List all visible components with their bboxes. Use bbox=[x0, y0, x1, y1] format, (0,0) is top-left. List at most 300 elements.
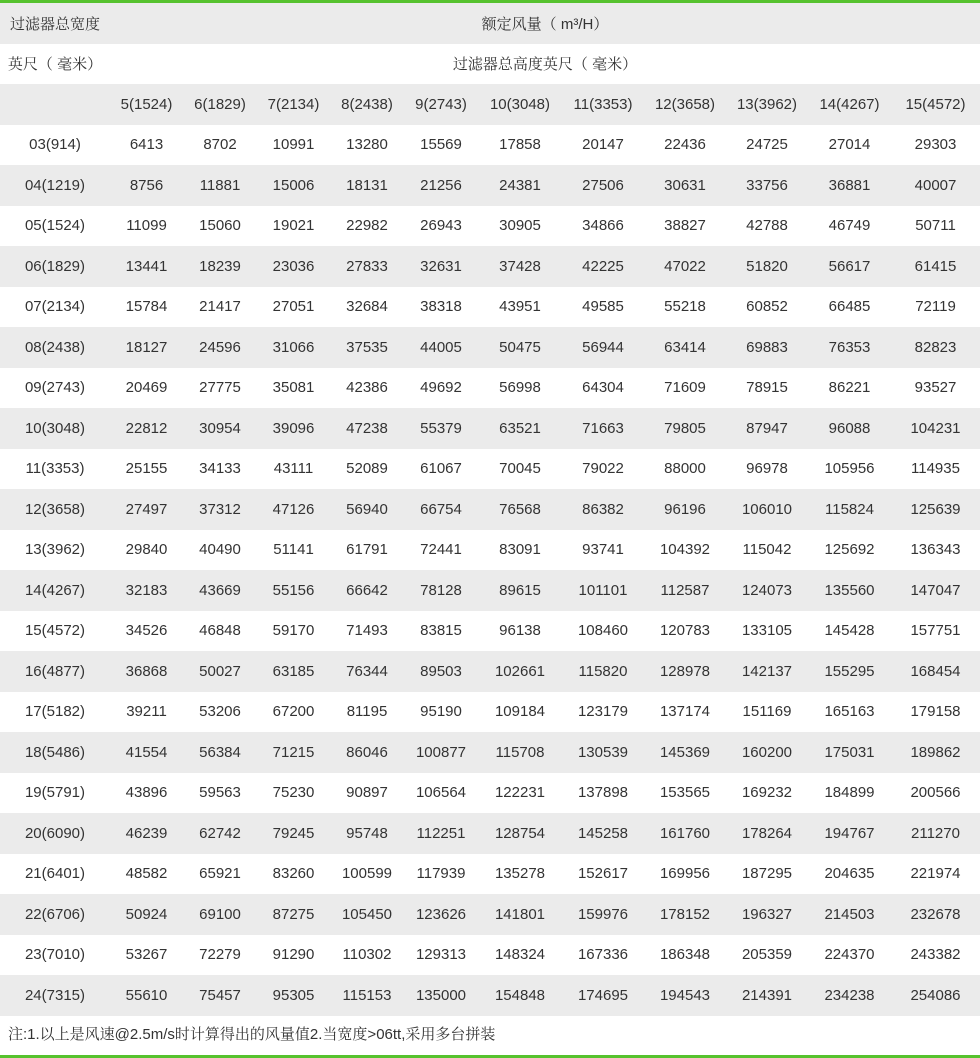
table-cell: 63185 bbox=[257, 651, 330, 692]
table-cell: 104231 bbox=[891, 408, 980, 449]
table-cell: 50924 bbox=[110, 894, 183, 935]
table-cell: 63414 bbox=[644, 327, 726, 368]
row-label: 04(1219) bbox=[0, 165, 110, 206]
airflow-title: 额定风量（ m³/H） bbox=[110, 3, 980, 44]
table-cell: 200566 bbox=[891, 773, 980, 814]
table-cell: 17858 bbox=[478, 125, 562, 166]
table-cell: 32183 bbox=[110, 570, 183, 611]
table-cell: 11099 bbox=[110, 206, 183, 247]
table-cell: 214391 bbox=[726, 975, 808, 1016]
table-cell: 142137 bbox=[726, 651, 808, 692]
table-cell: 122231 bbox=[478, 773, 562, 814]
table-cell: 55610 bbox=[110, 975, 183, 1016]
table-cell: 115820 bbox=[562, 651, 644, 692]
table-cell: 86382 bbox=[562, 489, 644, 530]
row-label: 10(3048) bbox=[0, 408, 110, 449]
table-cell: 194767 bbox=[808, 813, 891, 854]
table-cell: 40490 bbox=[183, 530, 257, 571]
table-cell: 75457 bbox=[183, 975, 257, 1016]
table-cell: 15006 bbox=[257, 165, 330, 206]
table-cell: 114935 bbox=[891, 449, 980, 490]
table-cell: 56384 bbox=[183, 732, 257, 773]
table-cell: 100877 bbox=[404, 732, 478, 773]
table-cell: 254086 bbox=[891, 975, 980, 1016]
table-cell: 154848 bbox=[478, 975, 562, 1016]
table-row bbox=[0, 894, 980, 935]
table-row bbox=[0, 570, 980, 611]
table-cell: 189862 bbox=[891, 732, 980, 773]
table-cell: 30905 bbox=[478, 206, 562, 247]
table-cell: 43896 bbox=[110, 773, 183, 814]
table-cell: 46749 bbox=[808, 206, 891, 247]
table-cell: 95190 bbox=[404, 692, 478, 733]
row-label: 14(4267) bbox=[0, 570, 110, 611]
table-cell: 83091 bbox=[478, 530, 562, 571]
row-label: 22(6706) bbox=[0, 894, 110, 935]
size-unit-label: 英尺（ 毫米） bbox=[0, 44, 110, 85]
table-cell: 110302 bbox=[330, 935, 404, 976]
table-cell: 157751 bbox=[891, 611, 980, 652]
table-cell: 66485 bbox=[808, 287, 891, 328]
table-cell: 43669 bbox=[183, 570, 257, 611]
table-row bbox=[0, 165, 980, 206]
table-cell: 46239 bbox=[110, 813, 183, 854]
table-row bbox=[0, 773, 980, 814]
table-cell: 48582 bbox=[110, 854, 183, 895]
table-cell: 151169 bbox=[726, 692, 808, 733]
table-cell: 147047 bbox=[891, 570, 980, 611]
table-cell: 88000 bbox=[644, 449, 726, 490]
table-row bbox=[0, 975, 980, 1016]
table-row bbox=[0, 530, 980, 571]
table-cell: 56940 bbox=[330, 489, 404, 530]
table-cell: 135000 bbox=[404, 975, 478, 1016]
table-row bbox=[0, 206, 980, 247]
table-cell: 105450 bbox=[330, 894, 404, 935]
column-header: 7(2134) bbox=[257, 84, 330, 125]
table-cell: 109184 bbox=[478, 692, 562, 733]
table-cell: 59170 bbox=[257, 611, 330, 652]
table-cell: 165163 bbox=[808, 692, 891, 733]
table-cell: 75230 bbox=[257, 773, 330, 814]
table-cell: 179158 bbox=[891, 692, 980, 733]
table-cell: 90897 bbox=[330, 773, 404, 814]
table-cell: 8756 bbox=[110, 165, 183, 206]
table-cell: 56617 bbox=[808, 246, 891, 287]
table-cell: 169232 bbox=[726, 773, 808, 814]
table-cell: 43951 bbox=[478, 287, 562, 328]
table-cell: 27497 bbox=[110, 489, 183, 530]
table-cell: 169956 bbox=[644, 854, 726, 895]
table-cell: 86046 bbox=[330, 732, 404, 773]
table-cell: 89615 bbox=[478, 570, 562, 611]
table-cell: 27506 bbox=[562, 165, 644, 206]
table-cell: 214503 bbox=[808, 894, 891, 935]
table-cell: 66754 bbox=[404, 489, 478, 530]
table-cell: 24381 bbox=[478, 165, 562, 206]
table-cell: 6413 bbox=[110, 125, 183, 166]
row-label: 06(1829) bbox=[0, 246, 110, 287]
table-cell: 152617 bbox=[562, 854, 644, 895]
height-title: 过滤器总高度英尺（ 毫米） bbox=[110, 44, 980, 85]
table-cell: 60852 bbox=[726, 287, 808, 328]
table-cell: 34526 bbox=[110, 611, 183, 652]
table-cell: 125639 bbox=[891, 489, 980, 530]
table-row bbox=[0, 287, 980, 328]
table-cell: 120783 bbox=[644, 611, 726, 652]
table-cell: 55379 bbox=[404, 408, 478, 449]
row-label: 23(7010) bbox=[0, 935, 110, 976]
column-header-row bbox=[0, 84, 980, 125]
table-cell: 196327 bbox=[726, 894, 808, 935]
table-cell: 63521 bbox=[478, 408, 562, 449]
table-cell: 79805 bbox=[644, 408, 726, 449]
table-cell: 168454 bbox=[891, 651, 980, 692]
table-row bbox=[0, 125, 980, 166]
table-cell: 128754 bbox=[478, 813, 562, 854]
table-row bbox=[0, 246, 980, 287]
row-label: 24(7315) bbox=[0, 975, 110, 1016]
table-row bbox=[0, 935, 980, 976]
table-cell: 32684 bbox=[330, 287, 404, 328]
column-header: 11(3353) bbox=[562, 84, 644, 125]
column-header: 12(3658) bbox=[644, 84, 726, 125]
table-cell: 35081 bbox=[257, 368, 330, 409]
table-cell: 221974 bbox=[891, 854, 980, 895]
row-label: 11(3353) bbox=[0, 449, 110, 490]
table-cell: 53267 bbox=[110, 935, 183, 976]
row-label: 07(2134) bbox=[0, 287, 110, 328]
table-cell: 155295 bbox=[808, 651, 891, 692]
table-cell: 194543 bbox=[644, 975, 726, 1016]
table-cell: 78915 bbox=[726, 368, 808, 409]
table-cell: 30954 bbox=[183, 408, 257, 449]
row-label: 05(1524) bbox=[0, 206, 110, 247]
table-cell: 129313 bbox=[404, 935, 478, 976]
table-cell: 30631 bbox=[644, 165, 726, 206]
table-cell: 106564 bbox=[404, 773, 478, 814]
table-cell: 83260 bbox=[257, 854, 330, 895]
table-cell: 10991 bbox=[257, 125, 330, 166]
table-cell: 96196 bbox=[644, 489, 726, 530]
header-row-title bbox=[0, 3, 980, 44]
table-cell: 61067 bbox=[404, 449, 478, 490]
table-cell: 71493 bbox=[330, 611, 404, 652]
table-cell: 145428 bbox=[808, 611, 891, 652]
table-cell: 18131 bbox=[330, 165, 404, 206]
table-cell: 100599 bbox=[330, 854, 404, 895]
table-cell: 101101 bbox=[562, 570, 644, 611]
table-cell: 133105 bbox=[726, 611, 808, 652]
table-cell: 51820 bbox=[726, 246, 808, 287]
table-cell: 117939 bbox=[404, 854, 478, 895]
table-cell: 34866 bbox=[562, 206, 644, 247]
column-header: 13(3962) bbox=[726, 84, 808, 125]
column-header: 6(1829) bbox=[183, 84, 257, 125]
table-cell: 65921 bbox=[183, 854, 257, 895]
table-cell: 59563 bbox=[183, 773, 257, 814]
table-cell: 41554 bbox=[110, 732, 183, 773]
table-row bbox=[0, 489, 980, 530]
table-cell: 25155 bbox=[110, 449, 183, 490]
table-cell: 51141 bbox=[257, 530, 330, 571]
table-cell: 161760 bbox=[644, 813, 726, 854]
table-cell: 96978 bbox=[726, 449, 808, 490]
table-row bbox=[0, 368, 980, 409]
table-cell: 8702 bbox=[183, 125, 257, 166]
table-cell: 56944 bbox=[562, 327, 644, 368]
table-cell: 78128 bbox=[404, 570, 478, 611]
table-row bbox=[0, 732, 980, 773]
table-cell: 37535 bbox=[330, 327, 404, 368]
table-cell: 71215 bbox=[257, 732, 330, 773]
table-cell: 204635 bbox=[808, 854, 891, 895]
table-cell: 96088 bbox=[808, 408, 891, 449]
table-row bbox=[0, 449, 980, 490]
table-cell: 52089 bbox=[330, 449, 404, 490]
row-label: 09(2743) bbox=[0, 368, 110, 409]
table-cell: 106010 bbox=[726, 489, 808, 530]
row-label: 20(6090) bbox=[0, 813, 110, 854]
table-cell: 55156 bbox=[257, 570, 330, 611]
table-cell: 22436 bbox=[644, 125, 726, 166]
table-cell: 31066 bbox=[257, 327, 330, 368]
row-label: 17(5182) bbox=[0, 692, 110, 733]
table-cell: 23036 bbox=[257, 246, 330, 287]
table-cell: 62742 bbox=[183, 813, 257, 854]
row-label: 18(5486) bbox=[0, 732, 110, 773]
table-cell: 232678 bbox=[891, 894, 980, 935]
table-cell: 184899 bbox=[808, 773, 891, 814]
table-cell: 13441 bbox=[110, 246, 183, 287]
table-cell: 15569 bbox=[404, 125, 478, 166]
table-cell: 153565 bbox=[644, 773, 726, 814]
table-cell: 66642 bbox=[330, 570, 404, 611]
corner-cell bbox=[0, 84, 110, 125]
row-label: 03(914) bbox=[0, 125, 110, 166]
table-cell: 187295 bbox=[726, 854, 808, 895]
table-cell: 38318 bbox=[404, 287, 478, 328]
table-cell: 137898 bbox=[562, 773, 644, 814]
table-cell: 115824 bbox=[808, 489, 891, 530]
table-cell: 21417 bbox=[183, 287, 257, 328]
column-header: 10(3048) bbox=[478, 84, 562, 125]
table-cell: 145369 bbox=[644, 732, 726, 773]
table-cell: 61415 bbox=[891, 246, 980, 287]
table-cell: 50475 bbox=[478, 327, 562, 368]
table-cell: 243382 bbox=[891, 935, 980, 976]
table-row bbox=[0, 813, 980, 854]
table-cell: 76568 bbox=[478, 489, 562, 530]
table-cell: 50711 bbox=[891, 206, 980, 247]
table-cell: 95305 bbox=[257, 975, 330, 1016]
table-cell: 112251 bbox=[404, 813, 478, 854]
table-cell: 159976 bbox=[562, 894, 644, 935]
table-cell: 46848 bbox=[183, 611, 257, 652]
table-body bbox=[0, 125, 980, 1016]
table-cell: 87275 bbox=[257, 894, 330, 935]
table-cell: 22812 bbox=[110, 408, 183, 449]
table-cell: 34133 bbox=[183, 449, 257, 490]
table-row bbox=[0, 651, 980, 692]
table-cell: 47126 bbox=[257, 489, 330, 530]
table-cell: 43111 bbox=[257, 449, 330, 490]
table-cell: 135278 bbox=[478, 854, 562, 895]
table-cell: 36868 bbox=[110, 651, 183, 692]
table-cell: 42788 bbox=[726, 206, 808, 247]
table-cell: 49692 bbox=[404, 368, 478, 409]
table-cell: 178264 bbox=[726, 813, 808, 854]
table-cell: 37428 bbox=[478, 246, 562, 287]
table-row bbox=[0, 408, 980, 449]
table-cell: 33756 bbox=[726, 165, 808, 206]
row-label: 13(3962) bbox=[0, 530, 110, 571]
table-cell: 37312 bbox=[183, 489, 257, 530]
table-cell: 55218 bbox=[644, 287, 726, 328]
table-cell: 83815 bbox=[404, 611, 478, 652]
table-cell: 115042 bbox=[726, 530, 808, 571]
table-cell: 205359 bbox=[726, 935, 808, 976]
table-cell: 79245 bbox=[257, 813, 330, 854]
table-cell: 81195 bbox=[330, 692, 404, 733]
table-cell: 15784 bbox=[110, 287, 183, 328]
table-cell: 95748 bbox=[330, 813, 404, 854]
table-cell: 38827 bbox=[644, 206, 726, 247]
table-cell: 56998 bbox=[478, 368, 562, 409]
table-row bbox=[0, 854, 980, 895]
table-cell: 96138 bbox=[478, 611, 562, 652]
table-cell: 87947 bbox=[726, 408, 808, 449]
table-cell: 105956 bbox=[808, 449, 891, 490]
table-cell: 135560 bbox=[808, 570, 891, 611]
table-cell: 13280 bbox=[330, 125, 404, 166]
table-cell: 24596 bbox=[183, 327, 257, 368]
column-header: 15(4572) bbox=[891, 84, 980, 125]
table-cell: 124073 bbox=[726, 570, 808, 611]
table-cell: 102661 bbox=[478, 651, 562, 692]
column-header: 9(2743) bbox=[404, 84, 478, 125]
table-cell: 76344 bbox=[330, 651, 404, 692]
table-cell: 22982 bbox=[330, 206, 404, 247]
table-cell: 61791 bbox=[330, 530, 404, 571]
table-cell: 69883 bbox=[726, 327, 808, 368]
table-cell: 67200 bbox=[257, 692, 330, 733]
table-row bbox=[0, 692, 980, 733]
table-cell: 20147 bbox=[562, 125, 644, 166]
row-label: 12(3658) bbox=[0, 489, 110, 530]
table-cell: 93741 bbox=[562, 530, 644, 571]
table-cell: 125692 bbox=[808, 530, 891, 571]
table-cell: 211270 bbox=[891, 813, 980, 854]
table-cell: 27833 bbox=[330, 246, 404, 287]
table-cell: 167336 bbox=[562, 935, 644, 976]
table-cell: 79022 bbox=[562, 449, 644, 490]
table-cell: 234238 bbox=[808, 975, 891, 1016]
table-cell: 104392 bbox=[644, 530, 726, 571]
table-cell: 49585 bbox=[562, 287, 644, 328]
table-cell: 19021 bbox=[257, 206, 330, 247]
table-cell: 64304 bbox=[562, 368, 644, 409]
table-cell: 76353 bbox=[808, 327, 891, 368]
table-cell: 24725 bbox=[726, 125, 808, 166]
table-cell: 91290 bbox=[257, 935, 330, 976]
table-cell: 71609 bbox=[644, 368, 726, 409]
width-title: 过滤器总宽度 bbox=[0, 3, 110, 44]
column-header: 14(4267) bbox=[808, 84, 891, 125]
table-cell: 115708 bbox=[478, 732, 562, 773]
table-cell: 26943 bbox=[404, 206, 478, 247]
table-cell: 15060 bbox=[183, 206, 257, 247]
table-cell: 89503 bbox=[404, 651, 478, 692]
table-cell: 108460 bbox=[562, 611, 644, 652]
table-cell: 39096 bbox=[257, 408, 330, 449]
table-cell: 141801 bbox=[478, 894, 562, 935]
table-cell: 148324 bbox=[478, 935, 562, 976]
table-cell: 86221 bbox=[808, 368, 891, 409]
table-cell: 29840 bbox=[110, 530, 183, 571]
table-cell: 53206 bbox=[183, 692, 257, 733]
table-cell: 136343 bbox=[891, 530, 980, 571]
table-cell: 50027 bbox=[183, 651, 257, 692]
table-row bbox=[0, 327, 980, 368]
table-cell: 69100 bbox=[183, 894, 257, 935]
table-cell: 174695 bbox=[562, 975, 644, 1016]
table-cell: 72279 bbox=[183, 935, 257, 976]
column-header: 8(2438) bbox=[330, 84, 404, 125]
table-cell: 18239 bbox=[183, 246, 257, 287]
table-cell: 40007 bbox=[891, 165, 980, 206]
footnote: 注:1.以上是风速@2.5m/s时计算得出的风量值2.当宽度>06tt,采用多台拼装 bbox=[8, 1026, 496, 1043]
table-cell: 47022 bbox=[644, 246, 726, 287]
table-cell: 42386 bbox=[330, 368, 404, 409]
row-label: 15(4572) bbox=[0, 611, 110, 652]
table-cell: 71663 bbox=[562, 408, 644, 449]
table-cell: 178152 bbox=[644, 894, 726, 935]
table-cell: 18127 bbox=[110, 327, 183, 368]
table-cell: 27014 bbox=[808, 125, 891, 166]
row-label: 19(5791) bbox=[0, 773, 110, 814]
header-row-unit bbox=[0, 44, 980, 85]
table-cell: 72119 bbox=[891, 287, 980, 328]
table-cell: 130539 bbox=[562, 732, 644, 773]
table-cell: 27775 bbox=[183, 368, 257, 409]
table-cell: 115153 bbox=[330, 975, 404, 1016]
table-cell: 72441 bbox=[404, 530, 478, 571]
column-header: 5(1524) bbox=[110, 84, 183, 125]
table-cell: 70045 bbox=[478, 449, 562, 490]
table-cell: 123626 bbox=[404, 894, 478, 935]
table-cell: 27051 bbox=[257, 287, 330, 328]
table-cell: 11881 bbox=[183, 165, 257, 206]
table-cell: 20469 bbox=[110, 368, 183, 409]
table-cell: 123179 bbox=[562, 692, 644, 733]
table-cell: 128978 bbox=[644, 651, 726, 692]
row-label: 08(2438) bbox=[0, 327, 110, 368]
table-cell: 32631 bbox=[404, 246, 478, 287]
table-cell: 145258 bbox=[562, 813, 644, 854]
table-cell: 39211 bbox=[110, 692, 183, 733]
table-cell: 112587 bbox=[644, 570, 726, 611]
airflow-spec-table bbox=[0, 3, 980, 1016]
row-label: 16(4877) bbox=[0, 651, 110, 692]
table-cell: 36881 bbox=[808, 165, 891, 206]
table-cell: 160200 bbox=[726, 732, 808, 773]
table-cell: 47238 bbox=[330, 408, 404, 449]
table-cell: 93527 bbox=[891, 368, 980, 409]
table-cell: 186348 bbox=[644, 935, 726, 976]
table-cell: 29303 bbox=[891, 125, 980, 166]
table-row bbox=[0, 611, 980, 652]
